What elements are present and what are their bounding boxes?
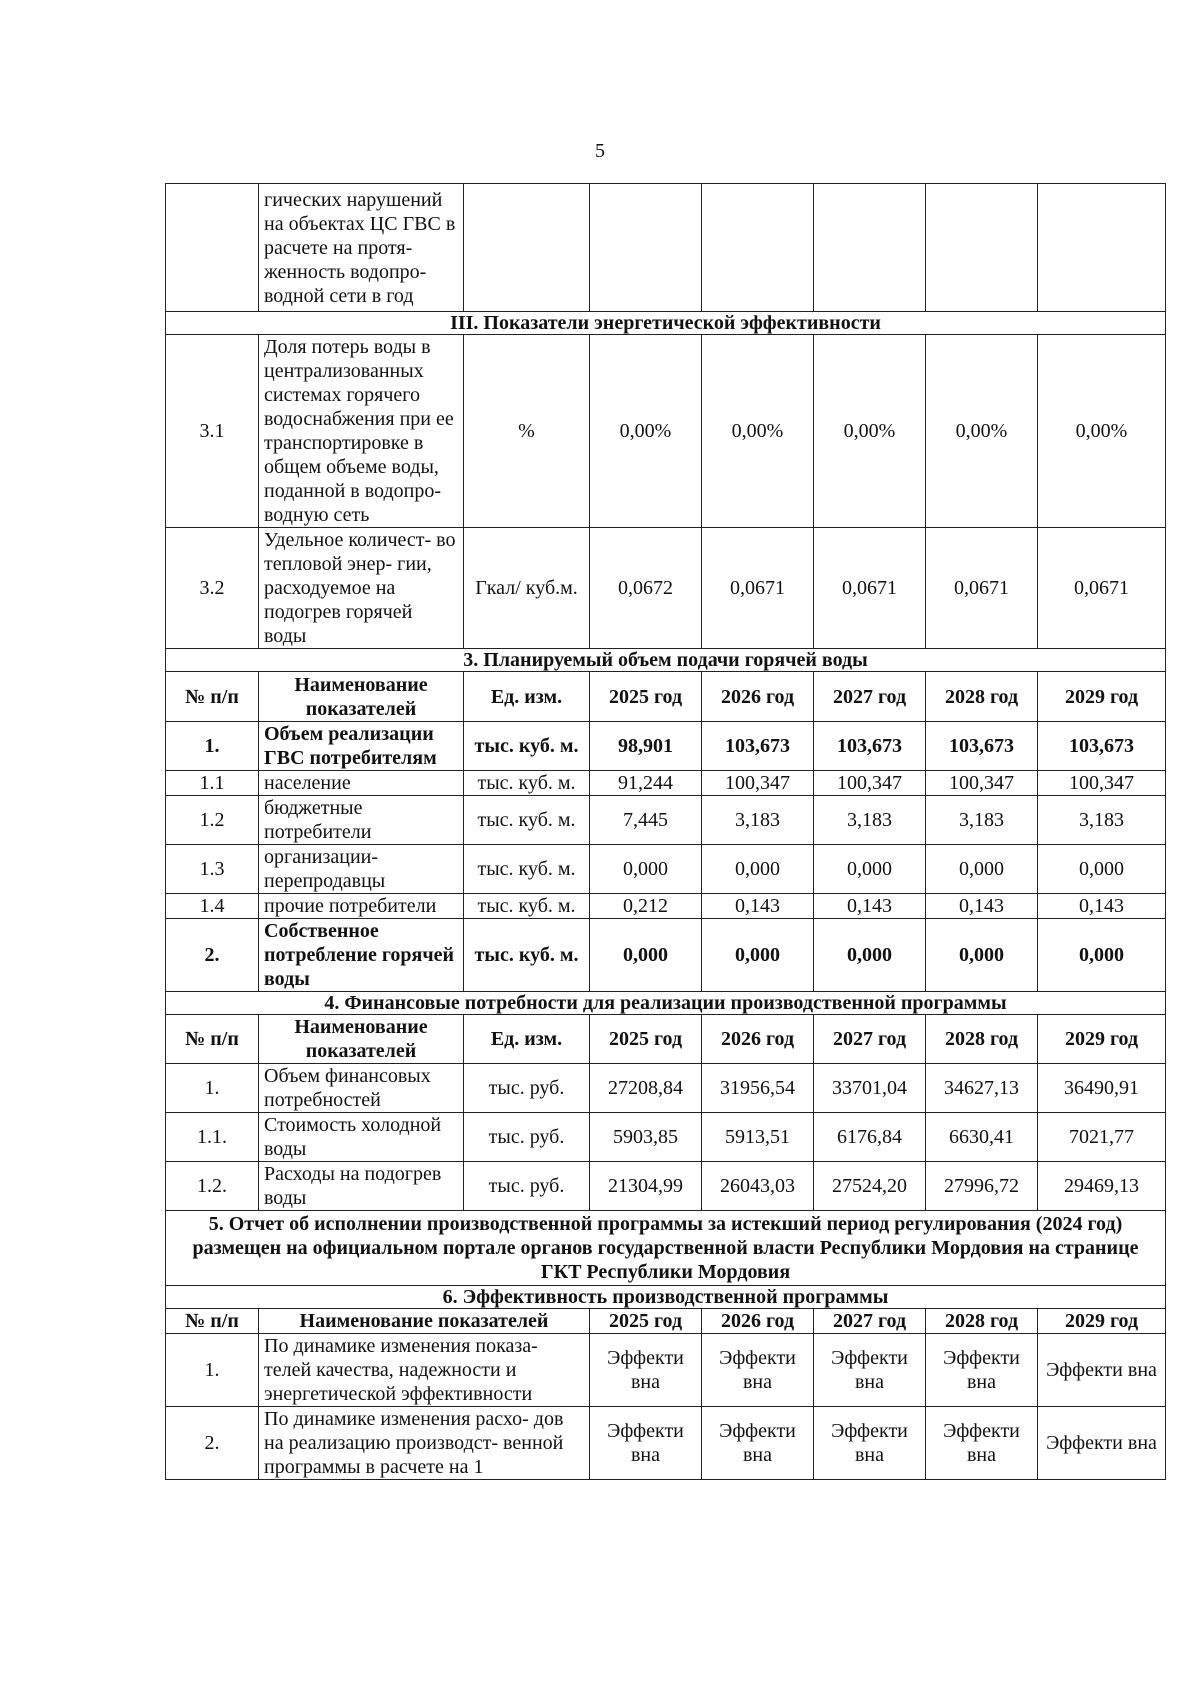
year-value: 0,00% bbox=[926, 335, 1038, 528]
row-number: 1. bbox=[166, 722, 259, 771]
year-value: 0,000 bbox=[814, 845, 926, 894]
header-year: 2029 год bbox=[1038, 1015, 1166, 1064]
indicator-name: Собственное потребление горячей воды bbox=[259, 919, 464, 992]
header-num: № п/п bbox=[166, 672, 259, 722]
indicator-name: Стоимость холодной воды bbox=[259, 1113, 464, 1162]
year-value: 0,0671 bbox=[1038, 528, 1166, 649]
section-title-energy: III. Показатели энергетической эффективности bbox=[166, 312, 1166, 335]
year-value: 3,183 bbox=[814, 796, 926, 845]
header-year: 2027 год bbox=[814, 1015, 926, 1064]
unit: тыс. куб. м. bbox=[464, 771, 590, 796]
year-value: 6630,41 bbox=[926, 1113, 1038, 1162]
table-row bbox=[166, 1407, 1166, 1480]
unit: тыс. куб. м. bbox=[464, 894, 590, 919]
header-row bbox=[166, 1309, 1166, 1334]
year-value: 6176,84 bbox=[814, 1113, 926, 1162]
year-value: 27996,72 bbox=[926, 1162, 1038, 1211]
header-year: 2029 год bbox=[1038, 672, 1166, 722]
row-number: 3.1 bbox=[166, 335, 259, 528]
section-title-row bbox=[166, 1286, 1166, 1309]
section-title-volume: 3. Планируемый объем подачи горячей воды bbox=[166, 649, 1166, 672]
indicator-name: Объем реализации ГВС потребителям bbox=[259, 722, 464, 771]
year-value: 100,347 bbox=[926, 771, 1038, 796]
table-row bbox=[166, 1064, 1166, 1113]
header-year: 2028 год bbox=[926, 1015, 1038, 1064]
row-number: 1. bbox=[166, 1064, 259, 1113]
section-title-row bbox=[166, 312, 1166, 335]
year-value: 100,347 bbox=[1038, 771, 1166, 796]
indicator-name: гических нарушений на объектах ЦС ГВС в расчете на протя- женность водопро- водной сети в год bbox=[259, 184, 464, 312]
unit: тыс. куб. м. bbox=[464, 796, 590, 845]
unit: Гкал/ куб.м. bbox=[464, 528, 590, 649]
year-value: 103,673 bbox=[1038, 722, 1166, 771]
year-value: 0,143 bbox=[814, 894, 926, 919]
volume-rows bbox=[166, 722, 1166, 992]
year-value: 5913,51 bbox=[702, 1113, 814, 1162]
indicator-name: Доля потерь воды в централизованных системах горячего водоснабжения при ее транспортировке в общем объеме воды, поданной в водопро- водную сеть bbox=[259, 335, 464, 528]
unit: тыс. руб. bbox=[464, 1162, 590, 1211]
year-value: 103,673 bbox=[814, 722, 926, 771]
year-value: 27524,20 bbox=[814, 1162, 926, 1211]
report-row bbox=[166, 1211, 1166, 1286]
year-value: 0,000 bbox=[702, 919, 814, 992]
year-value: 103,673 bbox=[702, 722, 814, 771]
year-value: 3,183 bbox=[926, 796, 1038, 845]
cell-empty bbox=[464, 184, 590, 312]
year-value: Эффекти вна bbox=[702, 1334, 814, 1407]
year-value: 100,347 bbox=[702, 771, 814, 796]
unit: % bbox=[464, 335, 590, 528]
efficiency-header bbox=[166, 1309, 1166, 1334]
efficiency-rows bbox=[166, 1334, 1166, 1480]
header-unit: Ед. изм. bbox=[464, 1015, 590, 1064]
row-number: 1.2. bbox=[166, 1162, 259, 1211]
year-value: 0,00% bbox=[814, 335, 926, 528]
year-value: 91,244 bbox=[590, 771, 702, 796]
year-value: 34627,13 bbox=[926, 1064, 1038, 1113]
header-year: 2026 год bbox=[702, 672, 814, 722]
header-year: 2026 год bbox=[702, 1015, 814, 1064]
year-value: 0,000 bbox=[590, 919, 702, 992]
year-value: 0,212 bbox=[590, 894, 702, 919]
header-unit: Ед. изм. bbox=[464, 672, 590, 722]
report-text: 5. Отчет об исполнении производственной программы за истекший период регулирования (2024 год) размещен на официальном портале органов государственной власти Республики Мордовия на странице ГКТ Республики Мордовия bbox=[166, 1211, 1166, 1286]
header-year: 2027 год bbox=[814, 1309, 926, 1334]
header-name: Наименование показателей bbox=[259, 1015, 464, 1064]
indicator-name: прочие потребители bbox=[259, 894, 464, 919]
year-value: Эффекти вна bbox=[814, 1334, 926, 1407]
table-row bbox=[166, 335, 1166, 528]
year-value: 0,000 bbox=[1038, 845, 1166, 894]
year-value: 21304,99 bbox=[590, 1162, 702, 1211]
year-value: 3,183 bbox=[702, 796, 814, 845]
year-value: 0,000 bbox=[1038, 919, 1166, 992]
cell-num bbox=[166, 184, 259, 312]
year-value: Эффекти вна bbox=[1038, 1334, 1166, 1407]
year-value: 103,673 bbox=[926, 722, 1038, 771]
year-value: 0,0671 bbox=[814, 528, 926, 649]
year-value: Эффекти вна bbox=[926, 1334, 1038, 1407]
header-num: № п/п bbox=[166, 1309, 259, 1334]
indicator-name: бюджетные потребители bbox=[259, 796, 464, 845]
year-value: Эффекти вна bbox=[814, 1407, 926, 1480]
year-value: 0,00% bbox=[590, 335, 702, 528]
cell-empty bbox=[814, 184, 926, 312]
indicator-name: По динамике изменения показа- телей качества, надежности и энергетической эффективности bbox=[259, 1334, 590, 1407]
cell-empty bbox=[702, 184, 814, 312]
table-row bbox=[166, 722, 1166, 771]
header-num: № п/п bbox=[166, 1015, 259, 1064]
cell-empty bbox=[1038, 184, 1166, 312]
header-year: 2028 год bbox=[926, 1309, 1038, 1334]
header-year: 2028 год bbox=[926, 672, 1038, 722]
year-value: 0,000 bbox=[702, 845, 814, 894]
table-row bbox=[166, 845, 1166, 894]
unit: тыс. куб. м. bbox=[464, 722, 590, 771]
row-number: 1.3 bbox=[166, 845, 259, 894]
row-number: 2. bbox=[166, 1407, 259, 1480]
table-row bbox=[166, 1113, 1166, 1162]
energy-rows bbox=[166, 335, 1166, 649]
row-number: 1. bbox=[166, 1334, 259, 1407]
year-value: Эффекти вна bbox=[926, 1407, 1038, 1480]
continuation-row bbox=[166, 184, 1166, 312]
indicator-name: организации- перепродавцы bbox=[259, 845, 464, 894]
table-row bbox=[166, 919, 1166, 992]
header-name: Наименование показателей bbox=[259, 672, 464, 722]
indicator-name: По динамике изменения расхо- дов на реализацию производст- венной программы в расчете на 1 bbox=[259, 1407, 590, 1480]
year-value: 36490,91 bbox=[1038, 1064, 1166, 1113]
indicator-name: Удельное количест- во тепловой энер- гии, расходуемое на подогрев горячей воды bbox=[259, 528, 464, 649]
cell-empty bbox=[590, 184, 702, 312]
header-year: 2025 год bbox=[590, 1015, 702, 1064]
finance-rows bbox=[166, 1064, 1166, 1211]
indicator-name: население bbox=[259, 771, 464, 796]
year-value: 5903,85 bbox=[590, 1113, 702, 1162]
row-number: 1.2 bbox=[166, 796, 259, 845]
row-number: 1.1 bbox=[166, 771, 259, 796]
unit: тыс. куб. м. bbox=[464, 845, 590, 894]
year-value: Эффекти вна bbox=[702, 1407, 814, 1480]
header-year: 2029 год bbox=[1038, 1309, 1166, 1334]
section-title-row bbox=[166, 992, 1166, 1015]
section-title-row bbox=[166, 649, 1166, 672]
year-value: Эффекти вна bbox=[1038, 1407, 1166, 1480]
table-row bbox=[166, 528, 1166, 649]
header-row bbox=[166, 1015, 1166, 1064]
year-value: 0,143 bbox=[926, 894, 1038, 919]
section-title-finance: 4. Финансовые потребности для реализации производственной программы bbox=[166, 992, 1166, 1015]
finance-header bbox=[166, 1015, 1166, 1064]
year-value: 29469,13 bbox=[1038, 1162, 1166, 1211]
year-value: 31956,54 bbox=[702, 1064, 814, 1113]
year-value: 0,143 bbox=[1038, 894, 1166, 919]
row-number: 3.2 bbox=[166, 528, 259, 649]
header-name: Наименование показателей bbox=[259, 1309, 590, 1334]
indicator-name: Объем финансовых потребностей bbox=[259, 1064, 464, 1113]
table-row bbox=[166, 1162, 1166, 1211]
year-value: 0,00% bbox=[702, 335, 814, 528]
row-number: 1.1. bbox=[166, 1113, 259, 1162]
year-value: 98,901 bbox=[590, 722, 702, 771]
volume-header bbox=[166, 672, 1166, 722]
header-year: 2025 год bbox=[590, 672, 702, 722]
year-value: 0,0672 bbox=[590, 528, 702, 649]
row-number: 1.4 bbox=[166, 894, 259, 919]
table-row bbox=[166, 1334, 1166, 1407]
section-title-efficiency: 6. Эффективность производственной программы bbox=[166, 1286, 1166, 1309]
table-row bbox=[166, 771, 1166, 796]
cell-empty bbox=[926, 184, 1038, 312]
header-year: 2026 год bbox=[702, 1309, 814, 1334]
indicator-name: Расходы на подогрев воды bbox=[259, 1162, 464, 1211]
year-value: 0,0671 bbox=[702, 528, 814, 649]
header-year: 2027 год bbox=[814, 672, 926, 722]
unit: тыс. руб. bbox=[464, 1064, 590, 1113]
year-value: 0,000 bbox=[926, 845, 1038, 894]
table-row bbox=[166, 796, 1166, 845]
year-value: 26043,03 bbox=[702, 1162, 814, 1211]
year-value: 0,000 bbox=[590, 845, 702, 894]
header-year: 2025 год bbox=[590, 1309, 702, 1334]
year-value: 0,143 bbox=[702, 894, 814, 919]
header-row bbox=[166, 672, 1166, 722]
table-row bbox=[166, 894, 1166, 919]
page-number: 5 bbox=[595, 140, 605, 162]
row-number: 2. bbox=[166, 919, 259, 992]
year-value: 100,347 bbox=[814, 771, 926, 796]
unit: тыс. руб. bbox=[464, 1113, 590, 1162]
program-table bbox=[165, 183, 1166, 1480]
year-value: 27208,84 bbox=[590, 1064, 702, 1113]
year-value: 33701,04 bbox=[814, 1064, 926, 1113]
year-value: 0,000 bbox=[814, 919, 926, 992]
year-value: 0,0671 bbox=[926, 528, 1038, 649]
year-value: 0,00% bbox=[1038, 335, 1166, 528]
year-value: 7,445 bbox=[590, 796, 702, 845]
year-value: 3,183 bbox=[1038, 796, 1166, 845]
year-value: 0,000 bbox=[926, 919, 1038, 992]
year-value: Эффекти вна bbox=[590, 1407, 702, 1480]
unit: тыс. куб. м. bbox=[464, 919, 590, 992]
year-value: Эффекти вна bbox=[590, 1334, 702, 1407]
year-value: 7021,77 bbox=[1038, 1113, 1166, 1162]
